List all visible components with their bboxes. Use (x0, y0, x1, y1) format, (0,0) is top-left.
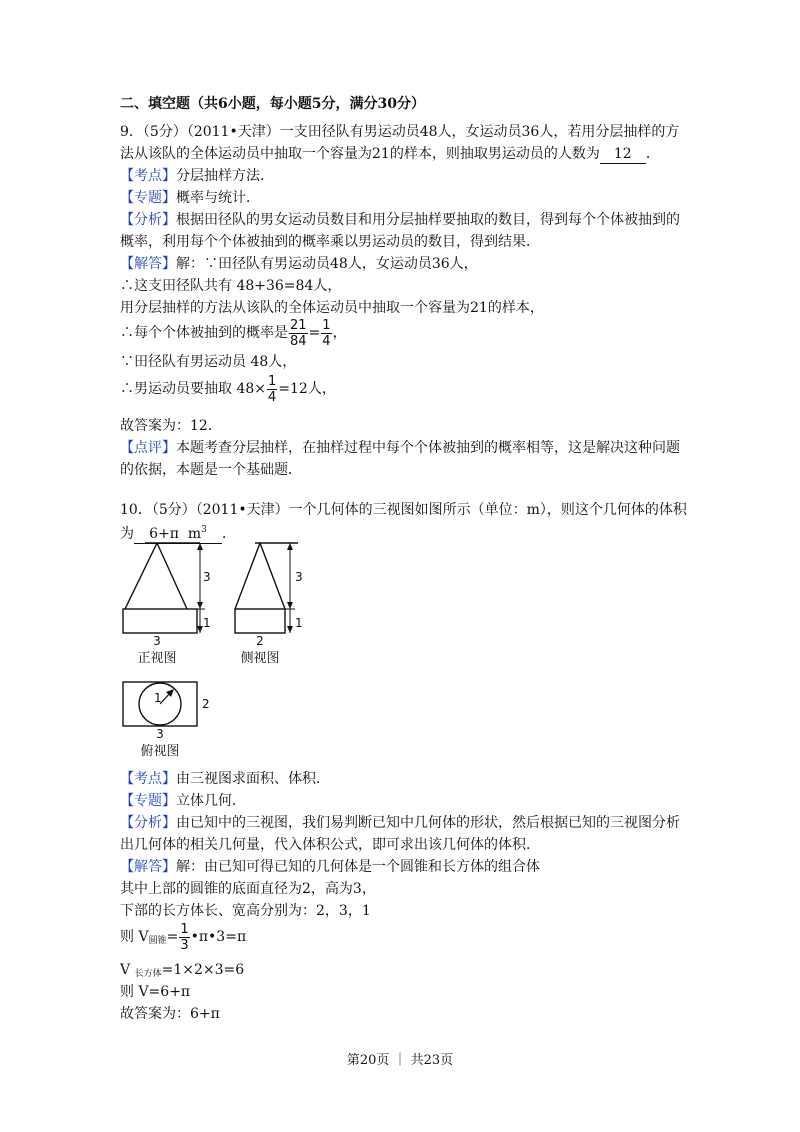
q9-dianping-line2: 的依据，本题是一个基础题． (120, 462, 302, 478)
q9-stem-line1: 9．（5分）（2011•天津）一支田径队有男运动员48人，女运动员36人，若用分层抽样的方 (120, 124, 680, 140)
three-view-figure (115, 538, 335, 760)
q9-zhuanti-tag: 【专题】 (120, 190, 176, 206)
q9-step4-text: ∴每个个体被抽到的概率是 (120, 325, 288, 341)
q10-frac1-den: 3 (180, 937, 189, 953)
q9-frac3-num: 1 (268, 373, 277, 389)
q9-frac2-num: 1 (322, 317, 331, 333)
q9-step6-text: ∴男运动员要抽取 48× (120, 381, 266, 397)
q9-fraction-21-84 (289, 318, 308, 349)
q10-stem-line1: 10．（5分）（2011•天津）一个几何体的三视图如图所示（单位：m），则这个几何体的体积 (120, 502, 687, 518)
q10-solution-answer: 故答案为：6+π (120, 1006, 220, 1022)
q10-solution-step4 (120, 912, 246, 966)
q9-fraction-1-4b (267, 374, 277, 405)
front-view (123, 543, 211, 666)
q10-step4-text: 则 V (120, 929, 149, 945)
q10-step5-sub: 长方体 (134, 969, 162, 979)
top-radius-label: 1 (154, 691, 162, 705)
top-view (123, 682, 210, 759)
side-caption: 侧视图 (240, 651, 280, 666)
q9-frac1-num: 21 (290, 317, 307, 333)
front-cone-right (157, 543, 187, 609)
q9-solution-step6 (120, 364, 336, 414)
q10-jieda-tag: 【解答】 (120, 859, 176, 875)
q9-step6-post: =12人， (278, 381, 336, 397)
top-height-label: 2 (202, 697, 210, 711)
side-box (235, 609, 285, 633)
q9-answer-blank: 12 (600, 146, 646, 164)
q9-step4-eq: = (308, 325, 321, 341)
q10-kaodian (120, 769, 330, 789)
q9-jieda-text1: 解：∵田径队有男运动员48人，女运动员36人， (176, 256, 478, 272)
q10-kaodian-tag: 【考点】 (120, 771, 176, 787)
side-dim-arrow-2 (287, 543, 293, 550)
q10-fenxi-line2: 出几何体的相关几何量，代入体积公式，即可求出该几何体的体积． (120, 837, 540, 853)
side-dim-bottom-label: 1 (295, 616, 303, 630)
q9-fraction-1-4 (321, 318, 331, 349)
front-dim-arrow-1 (197, 602, 203, 609)
side-view (235, 543, 303, 666)
q10-answer-unit: m (187, 526, 202, 542)
section-title: 二、填空题（共6小题，每小题5分，满分30分） (120, 96, 425, 112)
q9-zhuanti-text: 概率与统计． (176, 190, 260, 206)
q9-solution-step2: ∴这支田径队共有 48+36=84人， (120, 278, 342, 294)
front-dim-arrow-2 (197, 543, 203, 550)
q9-frac2-den: 4 (322, 333, 331, 349)
q10-zhuanti-text: 立体几何． (176, 793, 246, 809)
q9-stem-line2 (120, 144, 660, 164)
q9-kaodian-tag: 【考点】 (120, 168, 176, 184)
q9-fenxi (120, 210, 680, 230)
q10-step4-post: •π•3=π (190, 929, 247, 945)
q9-solution-answer: 故答案为：12． (120, 418, 222, 434)
q10-answer-unit-sup: 3 (201, 525, 207, 535)
q10-frac1-num: 1 (180, 921, 189, 937)
q10-kaodian-text: 由三视图求面积、体积． (176, 771, 330, 787)
front-dim-bottom-label: 1 (203, 616, 211, 630)
q9-stem-text: 法从该队的全体运动员中抽取一个容量为21的样本，则抽取男运动员的人数为 (120, 146, 600, 162)
front-cone-left (125, 543, 157, 609)
q10-fraction-1-3 (179, 922, 189, 953)
q9-frac1-den: 84 (290, 333, 307, 349)
side-width-label: 2 (256, 634, 264, 648)
top-width-label: 3 (156, 727, 164, 741)
front-box (123, 609, 197, 633)
q9-fenxi-text1: 根据田径队的男女运动员数目和用分层抽样要抽取的数目，得到每个个体被抽到的 (176, 212, 680, 228)
q10-zhuanti (120, 791, 246, 811)
front-caption: 正视图 (137, 651, 177, 666)
q10-solution-step3: 下部的长方体长、宽高分别为：2，3，1 (120, 903, 371, 919)
q9-step4-post: ， (332, 325, 347, 341)
q9-kaodian-text: 分层抽样方法． (176, 168, 274, 184)
side-dim-top-label: 3 (295, 570, 303, 584)
q9-fenxi-tag: 【分析】 (120, 212, 176, 228)
side-dim-arrow-3 (287, 626, 293, 633)
q9-solution-step4 (120, 308, 347, 358)
q10-step4-eq: = (166, 929, 179, 945)
q9-stem-end: ． (645, 146, 660, 162)
q10-step5-post: =1×2×3=6 (161, 962, 245, 978)
q9-solution-step3: 用分层抽样的方法从该队的全体运动员中抽取一个容量为21的样本， (120, 300, 544, 316)
q10-solution-step6: 则 V=6+π (120, 984, 191, 1000)
q9-kaodian (120, 166, 274, 186)
side-cone-right (260, 543, 285, 609)
q10-step4-sub: 圆锥 (148, 936, 167, 946)
q10-jieda-text1: 解：由已知可得已知的几何体是一个圆锥和长方体的组合体 (176, 859, 540, 875)
q10-step5-text: V (120, 962, 131, 978)
q10-fenxi-text1: 由已知中的三视图，我们易判断已知中几何体的形状，然后根据已知的三视图分析 (176, 815, 680, 831)
q10-solution-step5 (120, 960, 244, 984)
q9-solution-step5: ∵田径队有男运动员 48人， (120, 354, 297, 370)
page-footer: 第20页 ｜ 共23页 (346, 1053, 454, 1068)
q9-dianping (120, 438, 680, 458)
q10-zhuanti-tag: 【专题】 (120, 793, 176, 809)
side-cone-left (235, 543, 260, 609)
q10-fenxi-tag: 【分析】 (120, 815, 176, 831)
q10-jieda (120, 857, 540, 877)
q9-fenxi-line2: 概率，利用每个个体被抽到的概率乘以男运动员的数目，得到结果． (120, 234, 540, 250)
q9-zhuanti (120, 188, 260, 208)
q10-solution-step2: 其中上部的圆锥的底面直径为2，高为3， (120, 881, 376, 897)
front-dim-top-label: 3 (203, 570, 211, 584)
q9-dianping-tag: 【点评】 (120, 440, 176, 456)
q10-stem-text: 为 (120, 526, 134, 542)
q9-jieda (120, 254, 478, 274)
q9-dianping-text1: 本题考查分层抽样，在抽样过程中每个个体被抽到的概率相等，这是解决这种问题 (176, 440, 680, 456)
q9-frac3-den: 4 (268, 389, 277, 405)
side-dim-arrow-1 (287, 602, 293, 609)
q10-fenxi (120, 813, 680, 833)
front-width-label: 3 (153, 634, 161, 648)
top-caption: 俯视图 (140, 744, 180, 759)
q10-answer-value: 6+π (149, 526, 179, 542)
q10-stem-end: ． (222, 526, 236, 542)
q9-jieda-tag: 【解答】 (120, 256, 176, 272)
